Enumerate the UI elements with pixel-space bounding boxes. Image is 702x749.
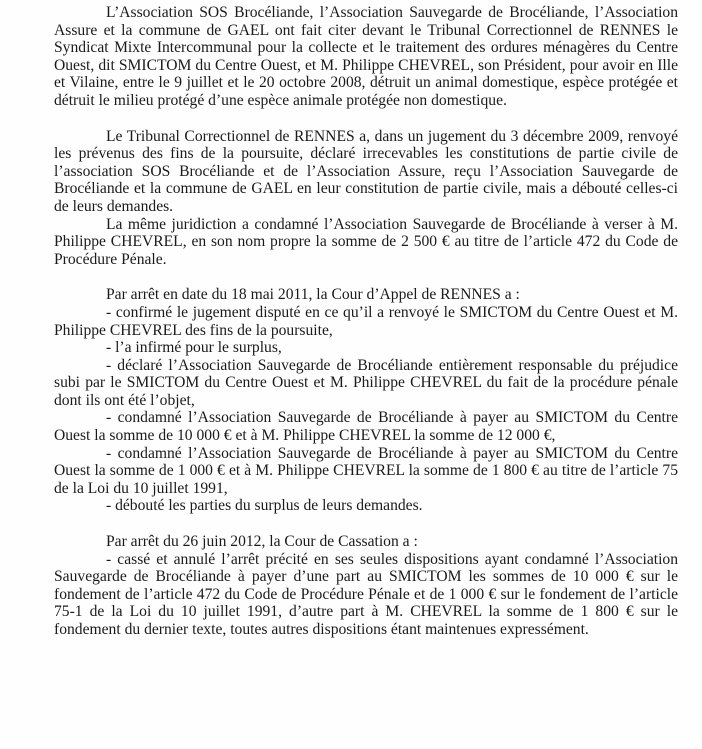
- list-item: - débouté les parties du surplus de leurs demandes.: [106, 497, 423, 515]
- paragraph-citation: L’Association SOS Brocéliande, l’Association Sauvegarde de Brocéliande, l’Association Assure et la commune de GAEL ont fait citer devant le Tribunal Correctionnel de RENNES le Syndicat Mixte Intercommunal pour la collecte et le traitement des ordures ménagères du Centre Ouest, dit SMICTOM du Centre Ouest, et M. Philippe CHEVREL, son Président, pour avoir en Ille et Vilaine, entre le 9 juillet et le 20 octobre 2008, détruit un animal domestique, espèce protégée et détruit le milieu protégé d’une espèce animale protégée non domestique.: [54, 4, 678, 109]
- paragraph-spacer: [54, 268, 678, 286]
- paragraph-tribunal-condemnation: La même juridiction a condamné l’Association Sauvegarde de Brocéliande à verser à M. Philippe CHEVREL, en son nom propre la somme de 2 500 € au titre de l’article 472 du Code de Procédure Pénale.: [54, 215, 678, 268]
- paragraph-appeal-intro: Par arrêt en date du 18 mai 2011, la Cour d’Appel de RENNES a :: [106, 286, 520, 304]
- list-item: - cassé et annulé l’arrêt précité en ses seules dispositions ayant condamné l’Association Sauvegarde de Brocéliande à payer d’une part au SMICTOM les sommes de 10 000 € sur le fondement de l’article 472 du Code de Procédure Pénale et de 1 000 € sur le fondement de l’article 75-1 de la Loi du 10 juillet 1991, d’autre part à M. CHEVREL la somme de 1 800 € sur le fondement du dernier texte, toutes autres dispositions étant maintenues expressément.: [54, 550, 678, 638]
- list-item: - déclaré l’Association Sauvegarde de Brocéliande entièrement responsable du préjudice subi par le SMICTOM du Centre Ouest et M. Philippe CHEVREL du fait de la procédure pénale dont ils ont été l’objet,: [54, 356, 678, 409]
- paragraph-tribunal-judgment: Le Tribunal Correctionnel de RENNES a, dans un jugement du 3 décembre 2009, renvoyé les prévenus des fins de la poursuite, déclaré irrecevables les constitutions de partie civile de l’association SOS Brocéliande et de l’Association Assure, reçu l’Association Sauvegarde de Brocéliande et la commune de GAEL en leur constitution de partie civile, mais a débouté celles-ci de leurs demandes.: [54, 127, 678, 215]
- document-body: [54, 4, 678, 639]
- list-item: - confirmé le jugement disputé en ce qu’il a renvoyé le SMICTOM du Centre Ouest et M. Philippe CHEVREL des fins de la poursuite,: [54, 303, 678, 339]
- list-item: - l’a infirmé pour le surplus,: [106, 339, 282, 357]
- list-item: - condamné l’Association Sauvegarde de Brocéliande à payer au SMICTOM du Centre Ouest la somme de 10 000 € et à M. Philippe CHEVREL la somme de 12 000 €,: [54, 409, 678, 445]
- paragraph-cassation-intro: Par arrêt du 26 juin 2012, la Cour de Cassation a :: [106, 533, 418, 551]
- paragraph-spacer: [54, 110, 678, 128]
- paragraph-spacer: [54, 515, 678, 533]
- list-item: - condamné l’Association Sauvegarde de Brocéliande à payer au SMICTOM du Centre Ouest la somme de 1 000 € et à M. Philippe CHEVREL la somme de 1 800 € au titre de l’article 75 de la Loi du 10 juillet 1991,: [54, 444, 678, 497]
